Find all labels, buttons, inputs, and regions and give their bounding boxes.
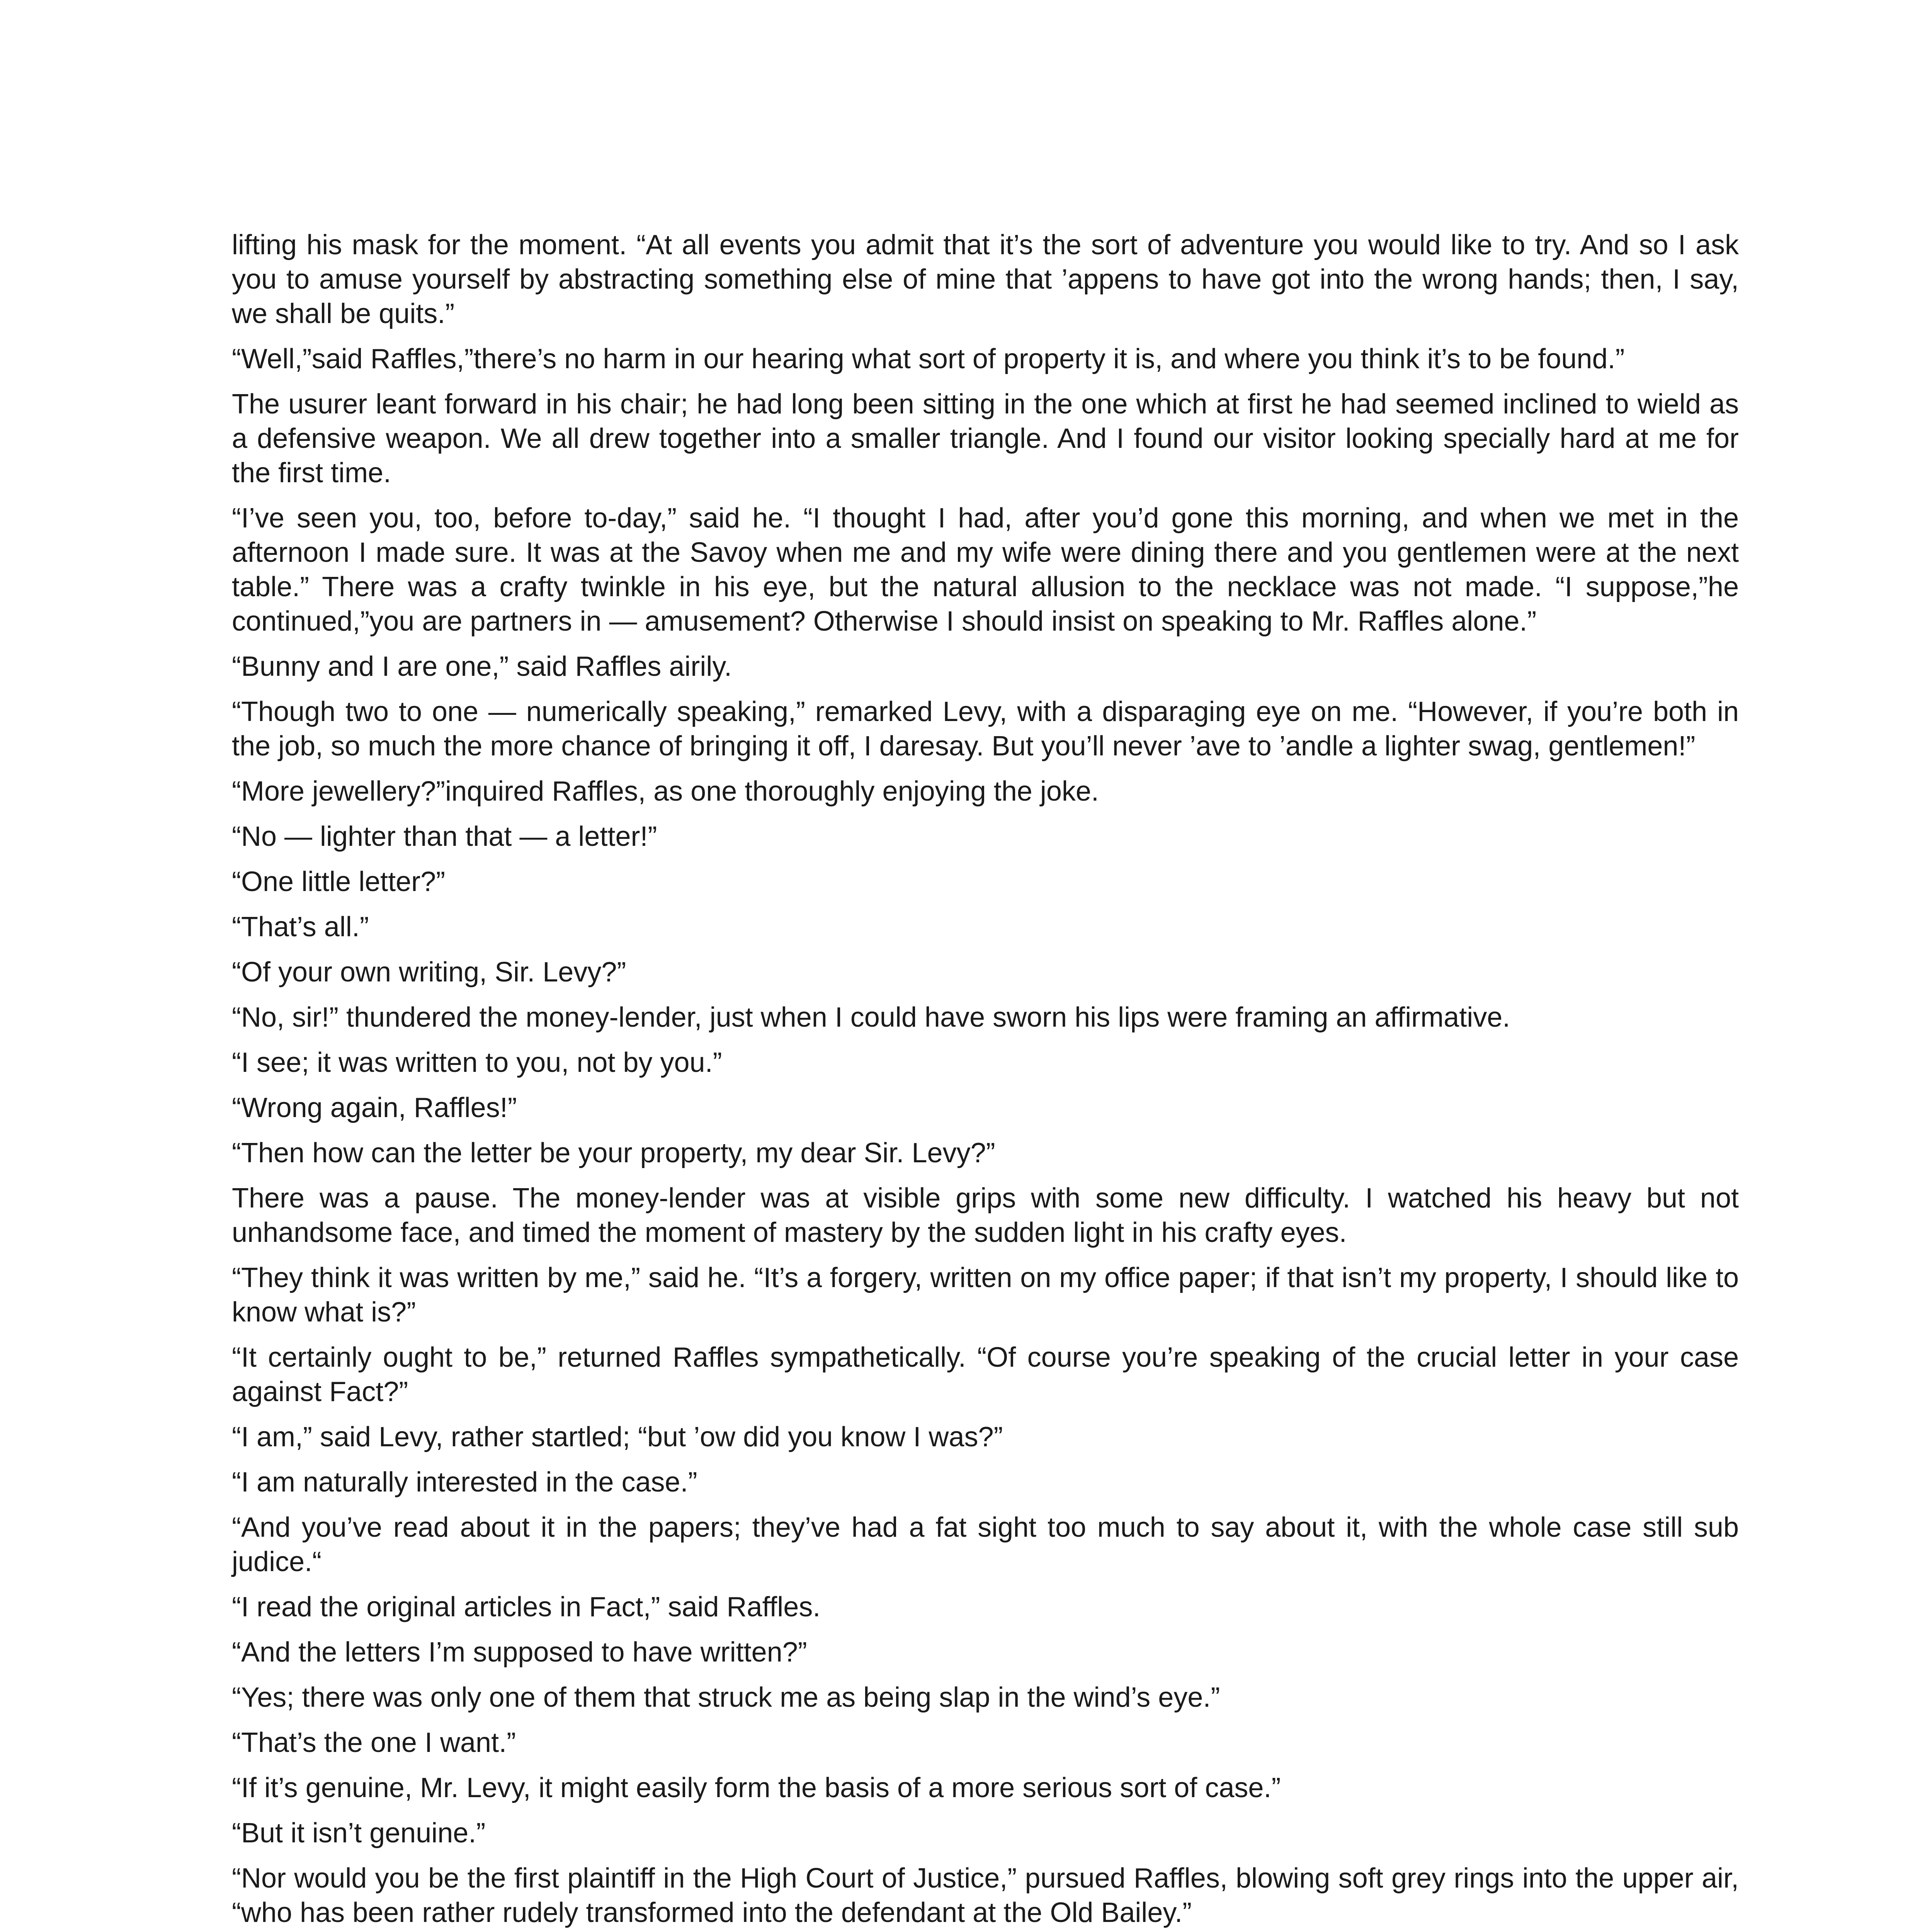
paragraph: “Yes; there was only one of them that struck me as being slap in the wind’s eye.” xyxy=(232,1682,1220,1713)
paragraph: “No — lighter than that — a letter!” xyxy=(232,821,657,852)
paragraph: “Bunny and I are one,” said Raffles airily. xyxy=(232,651,732,682)
paragraph: “I read the original articles in Fact,” said Raffles. xyxy=(232,1592,821,1622)
paragraph: “I am,” said Levy, rather startled; “but ’ow did you know I was?” xyxy=(232,1422,1003,1452)
paragraph: “Nor would you be the first plaintiff in the High Court of Justice,” pursued Raffles, blowing soft grey rings into the upper air, “who has been rather rudely transformed into the defendant at the Old Bailey.” xyxy=(232,1863,1739,1928)
paragraph: “I see; it was written to you, not by you.” xyxy=(232,1047,722,1078)
paragraph: “No, sir!” thundered the money-lender, just when I could have sworn his lips were framing an affirmative. xyxy=(232,1002,1510,1033)
paragraph: “More jewellery?”inquired Raffles, as one thoroughly enjoying the joke. xyxy=(232,776,1099,807)
paragraph: “Wrong again, Raffles!” xyxy=(232,1092,517,1123)
paragraph: “And you’ve read about it in the papers; they’ve had a fat sight too much to say about it, with the whole case still sub judice.“ xyxy=(232,1512,1739,1577)
paragraph: “Though two to one — numerically speaking,” remarked Levy, with a disparaging eye on me. “However, if you’re both in the job, so much the more chance of bringing it off, I daresay. But you’ll never ’ave to ’andle a lighter swag, gentlemen!” xyxy=(232,696,1739,762)
paragraph: The usurer leant forward in his chair; he had long been sitting in the one which at first he had seemed inclined to wield as a defensive weapon. We all drew together into a smaller triangle. And I found our visitor looking specially hard at me for the first time. xyxy=(232,389,1739,488)
paragraph: “Of your own writing, Sir. Levy?” xyxy=(232,957,626,988)
page-body xyxy=(232,228,1739,1932)
paragraph: “I’ve seen you, too, before to-day,” said he. “I thought I had, after you’d gone this morning, and when we met in the afternoon I made sure. It was at the Savoy when me and my wife were dining there and you gentlemen were at the next table.” There was a crafty twinkle in his eye, but the natural allusion to the necklace was not made. “I suppose,”he continued,”you are partners in — amusement? Otherwise I should insist on speaking to Mr. Raffles alone.” xyxy=(232,503,1739,637)
paragraph: “It certainly ought to be,” returned Raffles sympathetically. “Of course you’re speaking of the crucial letter in your case against Fact?” xyxy=(232,1342,1739,1407)
paragraph: “But it isn’t genuine.” xyxy=(232,1818,486,1849)
paragraph: lifting his mask for the moment. “At all events you admit that it’s the sort of adventure you would like to try. And so I ask you to amuse yourself by abstracting something else of mine that ’appens to have got into the wrong hands; then, I say, we shall be quits.” xyxy=(232,230,1739,329)
paragraph: “That’s all.” xyxy=(232,912,369,942)
paragraph: “Well,”said Raffles,”there’s no harm in our hearing what sort of property it is, and where you think it’s to be found.” xyxy=(232,344,1625,374)
paragraph: “That’s the one I want.” xyxy=(232,1727,516,1758)
paragraph: “And the letters I’m supposed to have written?” xyxy=(232,1637,807,1668)
paragraph: “I am naturally interested in the case.” xyxy=(232,1467,697,1498)
paragraph: There was a pause. The money-lender was at visible grips with some new difficulty. I watched his heavy but not unhandsome face, and timed the moment of mastery by the sudden light in his crafty eyes. xyxy=(232,1183,1739,1248)
paragraph: “They think it was written by me,” said he. “It’s a forgery, written on my office paper; if that isn’t my property, I should like to know what is?” xyxy=(232,1262,1739,1328)
paragraph: “If it’s genuine, Mr. Levy, it might easily form the basis of a more serious sort of case.” xyxy=(232,1772,1281,1803)
paragraph: “One little letter?” xyxy=(232,866,446,897)
paragraph: “Then how can the letter be your property, my dear Sir. Levy?” xyxy=(232,1138,995,1168)
